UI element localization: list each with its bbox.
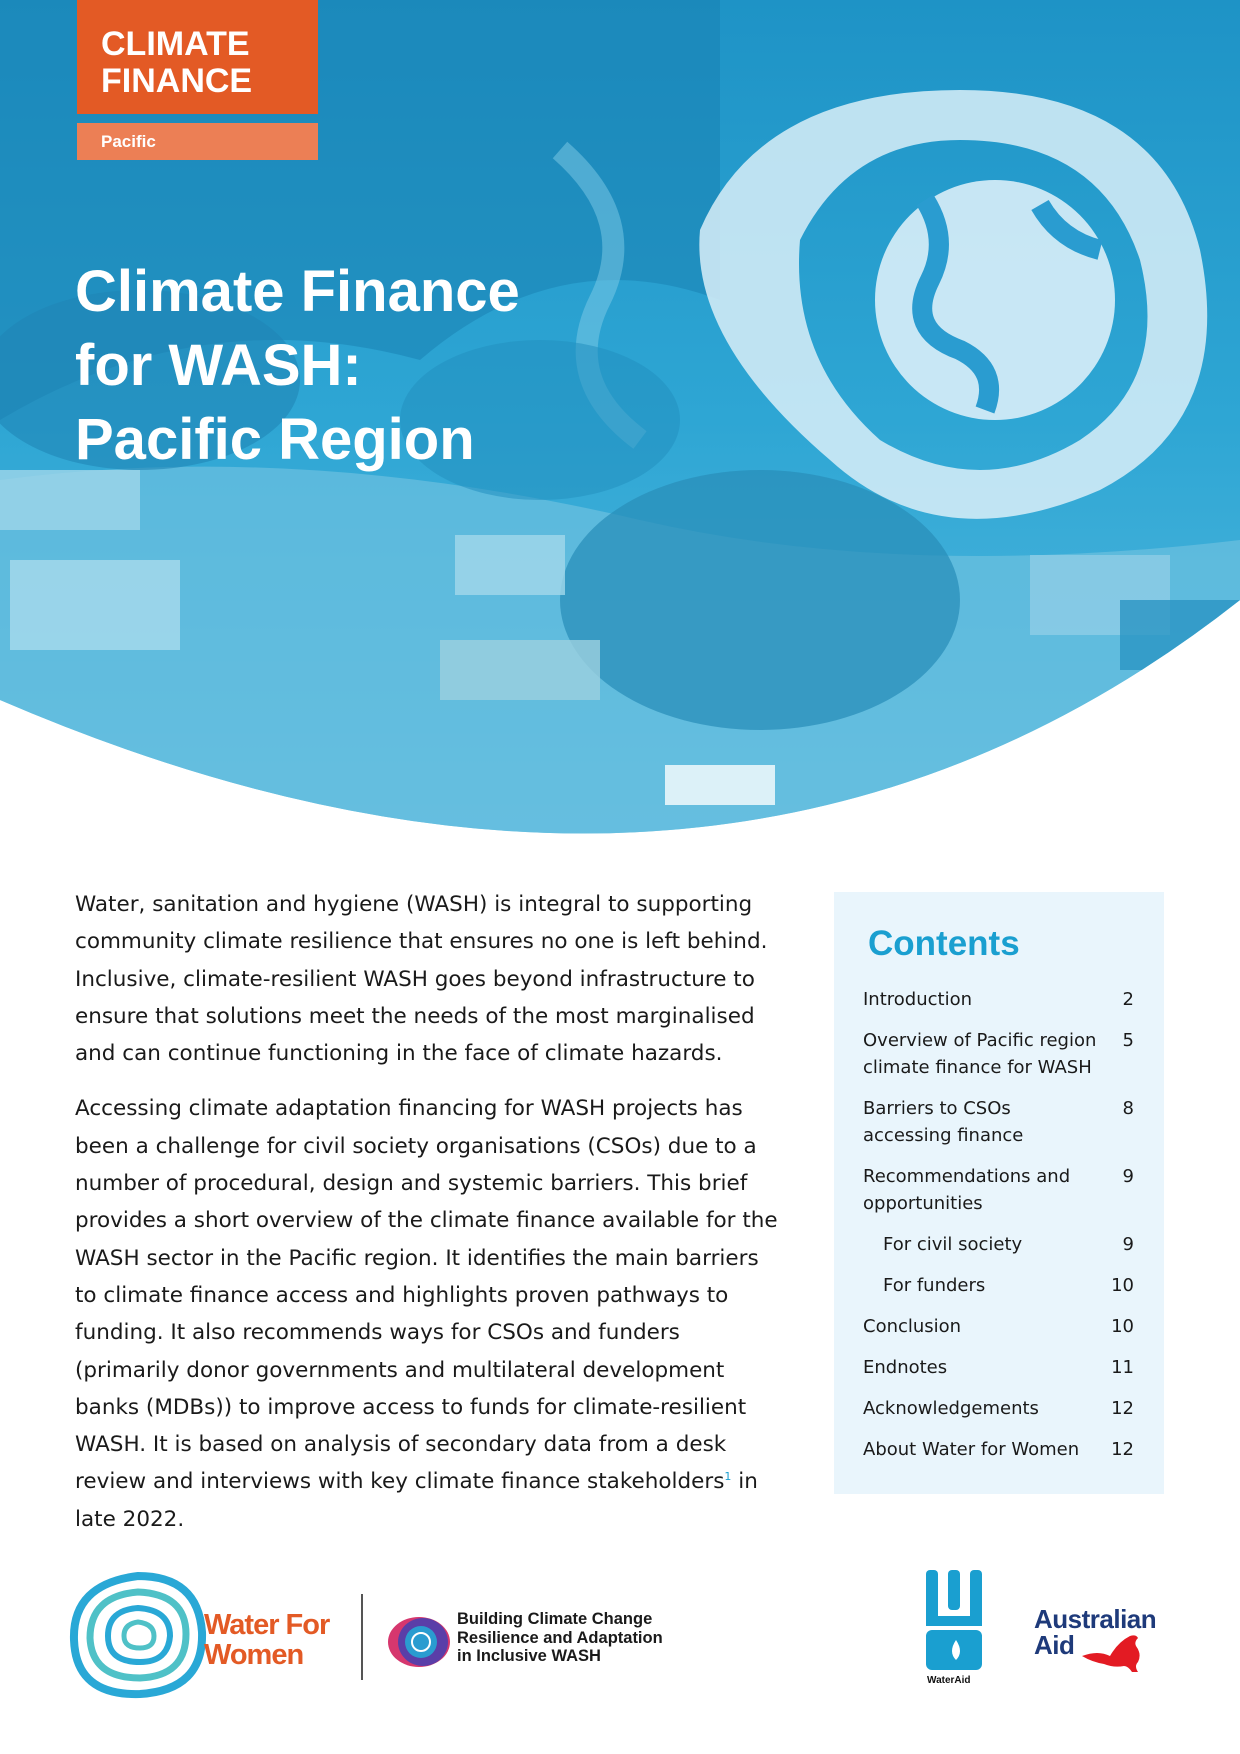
intro-paragraph: Water, sanitation and hygiene (WASH) is integral to supporting community climate resilience that ensures no one is left behind. Inclusive, climate-resilient WASH goes beyond infrastructure to ensure that solutions meet the needs of the most marginalised and can continue functioning in the face of climate hazards.: [75, 892, 768, 1067]
logo-divider: [361, 1594, 363, 1680]
title-line: Climate Finance: [75, 259, 520, 324]
bcc-logo-text: [457, 1610, 663, 1666]
toc-title: Conclusion: [863, 1316, 962, 1337]
toc-page: 10: [1111, 1316, 1134, 1337]
climate-finance-badge: [77, 0, 318, 114]
toc-page: 5: [1122, 1030, 1134, 1051]
logo-line: in Inclusive WASH: [457, 1647, 601, 1665]
wateraid-label: WaterAid: [927, 1675, 971, 1686]
toc-subitem[interactable]: [863, 1231, 1134, 1258]
toc-subitem[interactable]: [863, 1272, 1134, 1299]
toc-item[interactable]: [863, 1395, 1134, 1422]
intro-paragraph-tail: in late 2022.: [75, 1469, 758, 1532]
toc-page: 9: [1122, 1166, 1134, 1187]
title-line: Pacific Region: [75, 407, 475, 472]
kangaroo-icon: [1078, 1628, 1148, 1674]
toc-title: Acknowledgements: [863, 1398, 1039, 1419]
toc-title: Introduction: [863, 989, 973, 1010]
title-line: for WASH:: [75, 333, 362, 398]
toc-title: Barriers to CSOs accessing finance: [863, 1098, 1024, 1146]
toc-page: 12: [1111, 1439, 1134, 1460]
toc-item[interactable]: [863, 1436, 1134, 1463]
toc-item[interactable]: [863, 986, 1134, 1013]
toc-title: For funders: [883, 1275, 986, 1296]
logo-line: Resilience and Adaptation: [457, 1628, 663, 1647]
logo-line: Water For: [204, 1609, 330, 1641]
toc-title: About Water for Women: [863, 1439, 1080, 1460]
contents-heading: Contents: [868, 924, 1020, 963]
footer-logos: [0, 1570, 1240, 1700]
toc-list: [863, 986, 1134, 1463]
logo-line: Australian: [1034, 1604, 1157, 1634]
toc-page: 10: [1111, 1275, 1134, 1296]
toc-item[interactable]: [863, 1313, 1134, 1340]
hero-section: [0, 0, 1240, 840]
toc-item[interactable]: [863, 1354, 1134, 1381]
logo-line: Building Climate Change: [457, 1610, 653, 1628]
toc-item[interactable]: [863, 1163, 1134, 1217]
footnote-link[interactable]: 1: [724, 1470, 732, 1484]
toc-title: Recommendations and opportunities: [863, 1166, 1071, 1214]
intro-text: [75, 886, 785, 1556]
page-title: [75, 255, 520, 477]
intro-paragraph-text: Accessing climate adaptation financing for WASH projects has been a challenge for civil society organisations (CSOs) due to a number of procedural, design and systemic barriers. This brief provides a short overview of the climate finance available for the WASH sector in the Pacific region. It identifies the main barriers to climate finance access and highlights proven pathways to funding. It also recommends ways for CSOs and funders (primarily donor governments and multilateral development banks (MDBs)) to improve access to funds for climate-resilient WASH. It is based on analysis of secondary data from a desk review and interviews with key climate finance stakeholders: [75, 1096, 778, 1495]
logo-line: Women: [204, 1639, 304, 1671]
toc-page: 9: [1122, 1234, 1134, 1255]
water-for-women-swirl-icon: [68, 1570, 208, 1700]
toc-page: 8: [1122, 1098, 1134, 1119]
toc-item[interactable]: [863, 1027, 1134, 1081]
toc-title: Endnotes: [863, 1357, 948, 1378]
toc-item[interactable]: [863, 1095, 1134, 1149]
badge-line: CLIMATE: [101, 25, 250, 63]
intro-paragraph: [75, 1090, 785, 1538]
badge-line: FINANCE: [101, 62, 253, 100]
toc-page: 2: [1122, 989, 1134, 1010]
toc-page: 12: [1111, 1398, 1134, 1419]
toc-title: Overview of Pacific region climate finance for WASH: [863, 1030, 1097, 1078]
bcc-globe-icon: [387, 1612, 451, 1672]
wateraid-logo-icon: [926, 1570, 982, 1674]
region-badge: Pacific: [77, 123, 318, 160]
contents-box: [834, 892, 1164, 1494]
logo-line: Aid: [1034, 1630, 1075, 1660]
toc-page: 11: [1111, 1357, 1134, 1378]
toc-title: For civil society: [883, 1234, 1023, 1255]
water-for-women-logo-text: [204, 1610, 329, 1670]
